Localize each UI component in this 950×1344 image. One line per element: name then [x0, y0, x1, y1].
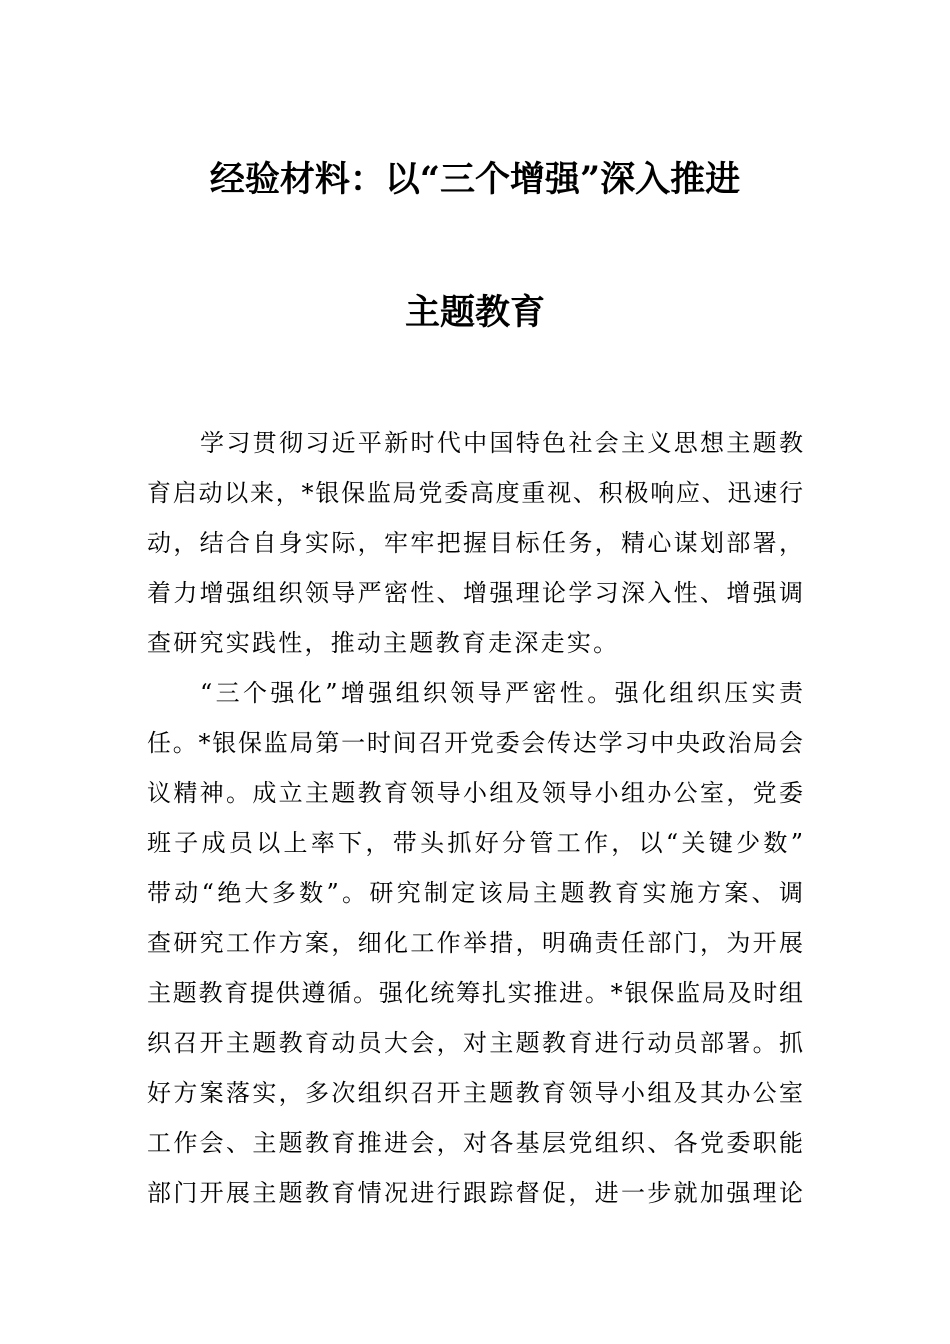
body-line: 查研究工作方案，细化工作举措，明确责任部门，为开展: [147, 929, 803, 957]
body-line: 任。*银保监局第一时间召开党委会传达学习中央政治局会: [147, 729, 803, 757]
body-line: 查研究实践性，推动主题教育走深走实。: [147, 629, 620, 657]
document-title-line-1: 经验材料：以“三个增强”深入推进: [209, 159, 741, 200]
body-line: 着力增强组织领导严密性、增强理论学习深入性、增强调: [147, 579, 803, 607]
paragraph-2: [147, 668, 803, 1218]
body-line: “三个强化”增强组织领导严密性。强化组织压实责: [200, 679, 803, 707]
document-title-line-2: 主题教育: [404, 292, 545, 333]
body-line: 织召开主题教育动员大会，对主题教育进行动员部署。抓: [147, 1029, 803, 1057]
paragraph-1: [147, 418, 803, 668]
body-line: 育启动以来，*银保监局党委高度重视、积极响应、迅速行: [147, 479, 803, 507]
body-line: 部门开展主题教育情况进行跟踪督促，进一步就加强理论: [147, 1179, 803, 1207]
body-line: 议精神。成立主题教育领导小组及领导小组办公室，党委: [147, 779, 803, 807]
body-line: 学习贯彻习近平新时代中国特色社会主义思想主题教: [200, 429, 803, 457]
body-line: 好方案落实，多次组织召开主题教育领导小组及其办公室: [147, 1079, 803, 1107]
document-body: [147, 418, 803, 1218]
body-line: 主题教育提供遵循。强化统筹扎实推进。*银保监局及时组: [147, 979, 803, 1007]
body-line: 带动“绝大多数”。研究制定该局主题教育实施方案、调: [147, 879, 803, 907]
body-line: 班子成员以上率下，带头抓好分管工作，以“关键少数”: [147, 829, 803, 857]
body-line: 动，结合自身实际，牢牢把握目标任务，精心谋划部署，: [147, 529, 803, 557]
body-line: 工作会、主题教育推进会，对各基层党组织、各党委职能: [147, 1129, 803, 1157]
